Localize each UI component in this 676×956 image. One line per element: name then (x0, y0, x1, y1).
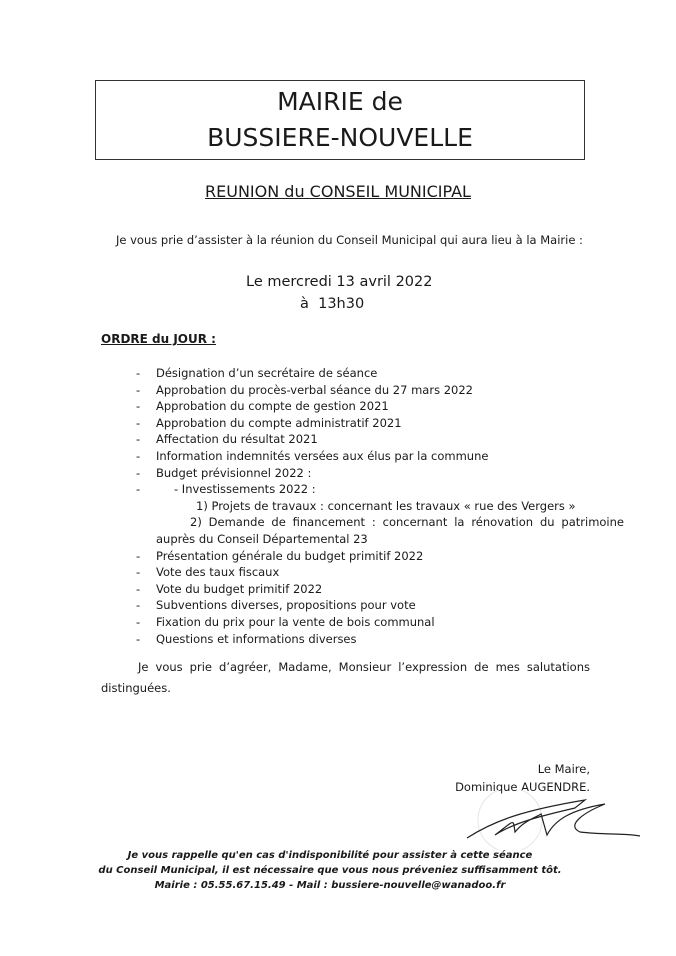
subtitle (0, 182, 676, 201)
agenda-bullet: - (136, 598, 141, 613)
agenda-item-text: Budget prévisionnel 2022 : (156, 465, 312, 480)
signatory-title: Le Maire, (537, 762, 590, 776)
footer-contact: Mairie : 05.55.67.15.49 - Mail : bussiere-nouvelle@wanadoo.fr (154, 880, 506, 891)
footer-line-1: Je vous rappelle qu'en cas d'indisponibilité pour assister à cette séance (127, 850, 533, 861)
closing-line-1: Je vous prie d’agréer, Madame, Monsieur l’expression de mes salutations (138, 660, 590, 674)
closing-line-2: distinguées. (101, 681, 171, 695)
agenda-bullet: - (136, 415, 141, 430)
footer-note (0, 848, 660, 893)
agenda-bullet: - (136, 465, 141, 480)
agenda-item-text: Subventions diverses, propositions pour vote (156, 598, 416, 613)
footer-line-2: du Conseil Municipal, il est nécessaire que vous nous préveniez suffisamment tôt. (98, 865, 562, 876)
agenda-bullet: - (136, 382, 141, 397)
agenda-item-text: - Investissements 2022 : (174, 482, 316, 497)
header-box (95, 80, 585, 160)
agenda-item-text: 1) Projets de travaux : concernant les travaux « rue des Vergers » (196, 498, 576, 513)
signatory-name: Dominique AUGENDRE. (455, 780, 590, 794)
agenda-item-text: Information indemnités versées aux élus par la commune (156, 449, 489, 463)
agenda-bullet: - (136, 615, 141, 629)
agenda-bullet: - (136, 565, 141, 580)
agenda-item-text: Questions et informations diverses (156, 631, 357, 646)
agenda-item-text: Vote du budget primitif 2022 (156, 581, 323, 596)
agenda-item-text: 2) Demande de financement : concernant la rénovation du patrimoine (190, 515, 624, 530)
agenda-item-text: Présentation générale du budget primitif 2022 (156, 548, 424, 563)
agenda-bullet: - (136, 631, 141, 646)
subtitle-text: REUNION du CONSEIL MUNICIPAL (205, 182, 471, 201)
agenda-item-text: Affectation du résultat 2021 (156, 432, 318, 447)
agenda-bullet: - (136, 548, 141, 563)
agenda-bullet: - (136, 449, 141, 463)
meeting-time: à 13h30 (300, 296, 365, 312)
agenda-bullet: - (136, 399, 141, 414)
agenda-bullet: - (136, 581, 141, 596)
agenda-item-text: Désignation d’un secrétaire de séance (156, 366, 378, 380)
header-line-1: MAIRIE de (277, 87, 403, 116)
agenda-bullet: - (136, 366, 141, 380)
header-line-2: BUSSIERE-NOUVELLE (207, 123, 473, 152)
agenda-title: ORDRE du JOUR : (101, 332, 216, 346)
meeting-date: Le mercredi 13 avril 2022 (246, 274, 433, 290)
agenda-item-text: Fixation du prix pour la vente de bois communal (156, 615, 435, 629)
agenda-item-text: auprès du Conseil Départemental 23 (156, 532, 368, 546)
agenda-item-text: Vote des taux fiscaux (156, 565, 280, 580)
intro-text: Je vous prie d’assister à la réunion du Conseil Municipal qui aura lieu à la Mairie : (116, 233, 583, 247)
signature (455, 790, 645, 850)
agenda-bullet: - (136, 432, 141, 447)
agenda-item-text: Approbation du compte administratif 2021 (156, 415, 402, 430)
agenda-item-text: Approbation du procès-verbal séance du 27 mars 2022 (156, 382, 473, 397)
agenda-bullet: - (136, 482, 141, 497)
agenda-item-text: Approbation du compte de gestion 2021 (156, 399, 389, 414)
